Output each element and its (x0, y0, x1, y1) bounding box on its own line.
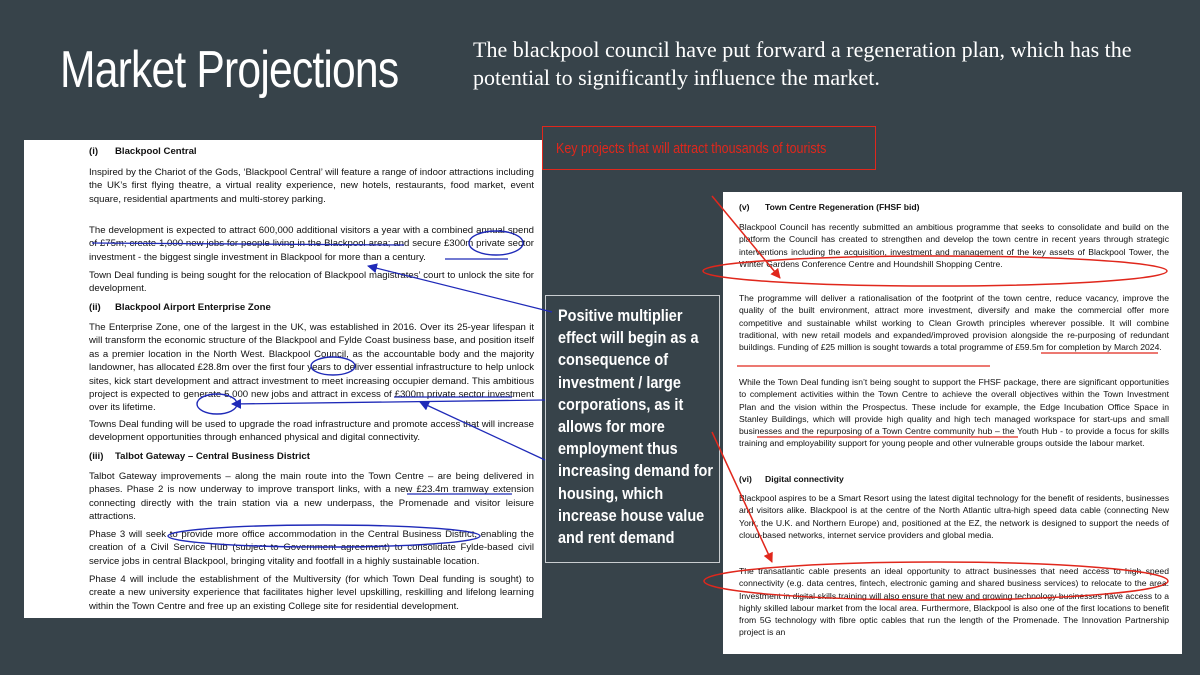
paragraph: Inspired by the Chariot of the Gods, ‘Blackpool Central’ will feature a range of indoor attractions including the UK’s first flying theatre, a virtual reality experience, new hotels, restaurants, food market, event square, residential apartments and multi-storey parking. (89, 167, 534, 205)
paragraph: Towns Deal funding will be used to upgrade the road infrastructure and promote access that will increase development opportunities through enhanced physical and digital connectivity. (89, 419, 534, 444)
paragraph: Blackpool Council has recently submitted an ambitious programme that seeks to consolidate and build on the platform the Council has created to strengthen and develop the town centre in recent years through strategic interventions including the acquisition, investment and management of the key assets of Blackpool Tower, the Winter Gardens Conference Centre and Houndshill Shopping Centre. (739, 222, 1169, 269)
page-title: Market Projections (60, 41, 399, 99)
paragraph: The transatlantic cable presents an ideal opportunity to attract businesses that need access to high speed connectivity (e.g. data centres, fintech, electronic gaming and shared business services) to relocate to the area. Investment in digital skills training will also ensure that new and growing technology businesses have access to a highly skilled labour market from the local area. Furthermore, Blackpool is also one of the first locations to benefit from 5G technology with fibre optic cables that run the length of the Promenade. The Innovation Partnership project is an (739, 566, 1169, 638)
paragraph: The Enterprise Zone, one of the largest in the UK, was established in 2016. Over its 25-year lifespan it will transform the economic structure of the Blackpool and Fylde Coast business base, and position itself as a premier location in the North West. Blackpool Council, as the accountable body and the majority landowner, has allocated £28.8m over the first four years to deliver essential infrastructure to help unlock sites, kick start development and attract investment to meet increasing occupier demand. This ambitious project is expected to generate 5,000 new jobs and attract in excess of £300m private sector investment over its lifetime. (89, 322, 534, 414)
section-heading: (vi) Digital connectivity (739, 474, 844, 484)
document-left (24, 140, 542, 618)
paragraph: Phase 4 will include the establishment of the Multiversity (for which Town Deal funding is sought) to create a new university experience that facilitates higher level upskilling, reskilling and lifelong learning within the Town Centre and free up an existing College site for residential development. (89, 574, 534, 612)
section-heading: (ii) Blackpool Airport Enterprise Zone (89, 302, 271, 313)
section-heading: (i) Blackpool Central (89, 146, 197, 157)
subtitle: The blackpool council have put forward a regeneration plan, which has the potential to significantly influence the market. (473, 37, 1132, 90)
paragraph: The development is expected to attract 600,000 additional visitors a year with a combined annual spend of £75m; create 1,000 new jobs for people living in the Blackpool area; and secure £300m private sector investment - the biggest single investment in Blackpool for more than a century. (89, 225, 534, 263)
paragraph: Talbot Gateway improvements – along the main route into the Town Centre – are being delivered in phases. Phase 2 is now underway to improve transport links, with a new £23.4m tramway extension connecting directly with the train station via a new underpass, the Promenade and visitor leisure attractions. (89, 471, 534, 523)
paragraph: Blackpool aspires to be a Smart Resort using the latest digital technology for the benefit of residents, businesses and visitors alike. Blackpool is at the centre of the North Atlantic ultra-high speed data cable (connecting New York, the U.K. and Northern Europe) and, positioned at the EZ, the network is designed to support the needs of cloud-based networks, internet service providers and global media. (739, 493, 1169, 540)
section-heading: (v) Town Centre Regeneration (FHSF bid) (739, 202, 920, 212)
section-heading: (iii) Talbot Gateway – Central Business District (89, 451, 310, 462)
document-right (723, 192, 1182, 654)
multiplier-effect-callout: Positive multiplier effect will begin as a consequence of investment / large corporations, as it allows for more employment thus increasing demand for housing, which increase house value and rent demand (545, 295, 720, 563)
paragraph: Phase 3 will seek to provide more office accommodation in the Central Business District, enabling the creation of a Civil Service Hub (subject to Government agreement) to consolidate Fylde-based civil service jobs in central Blackpool, bringing vitality and footfall in a highly sustainable location. (89, 529, 534, 567)
paragraph: While the Town Deal funding isn’t being sought to support the FHSF package, there are significant opportunities to complement activities within the Town Centre to achieve the overall objectives within the Town Investment Plan and the vision within the Prospectus. These include for example, the Edge Incubation Office Space in Stanley Buildings, which will provide high quality and high tech managed workspace for start-ups and small businesses and the repurposing of a Town Centre community hub – the Youth Hub - to provide a focus for skills training and employability support for young people and other vulnerable groups outside the labour market. (739, 377, 1169, 449)
paragraph: Town Deal funding is being sought for the relocation of Blackpool magistrates’ court to unlock the site for development. (89, 270, 534, 295)
key-projects-callout: Key projects that will attract thousands of tourists (542, 126, 876, 170)
paragraph: The programme will deliver a rationalisation of the footprint of the town centre, reduce vacancy, improve the quality of the built environment, attract more investment, diversify and make the commercial offer more competitive and sustainable whilst working to Clean Growth principles wherever possible. It will combine traditional, with new retail models and expanded/improved provision alongside the re-purposing of redundant buildings. Funding of £25 million is sought towards a total programme of £59.5m for completion by March 2024. (739, 293, 1169, 353)
